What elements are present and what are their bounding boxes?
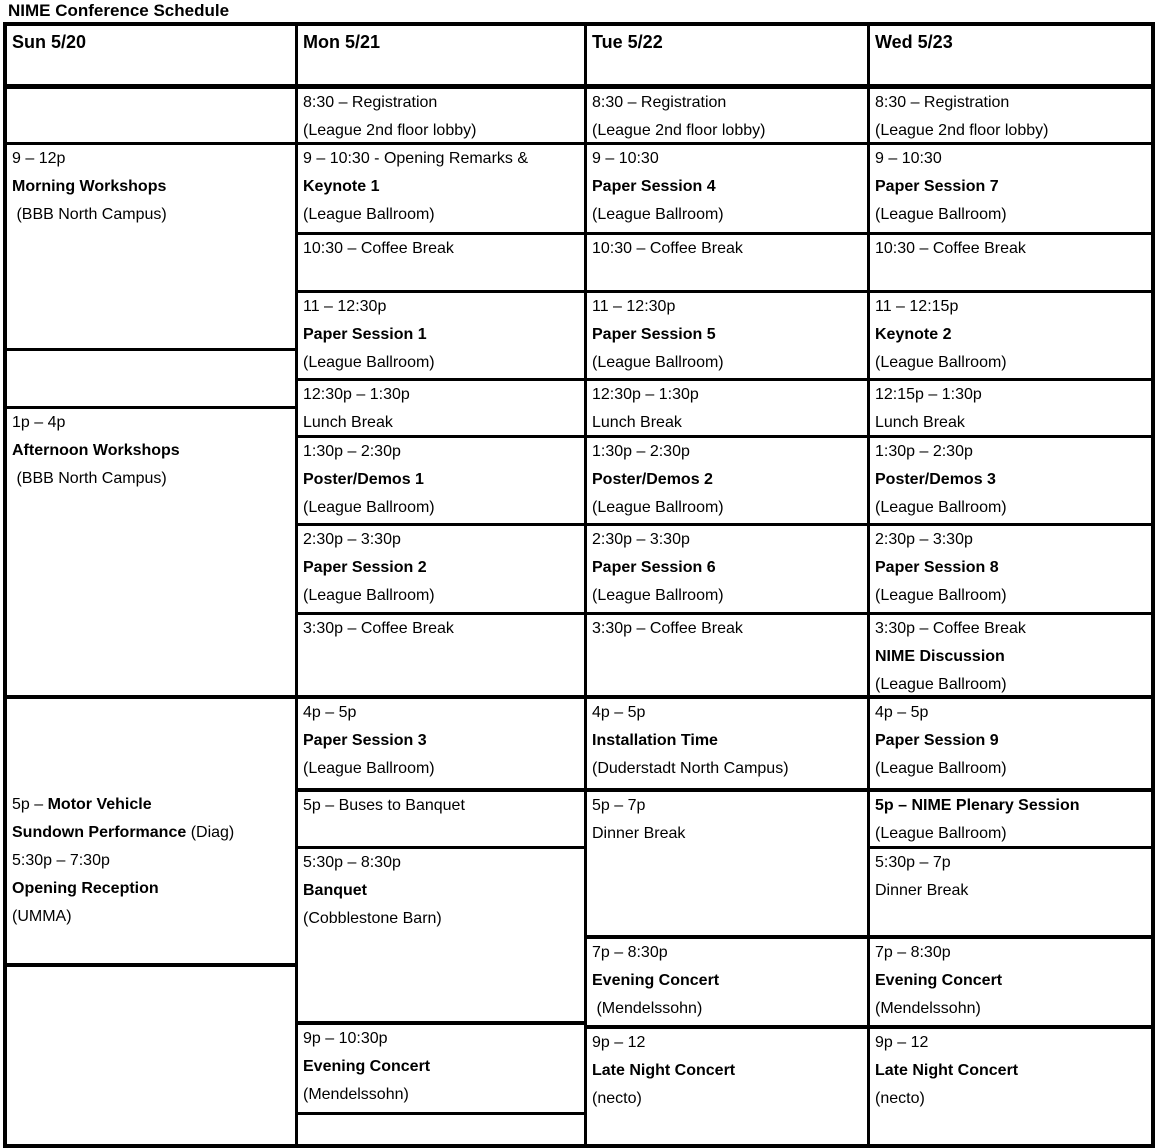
text-segment: (League Ballroom) bbox=[592, 206, 724, 223]
wed-poster-demos-3-cell bbox=[870, 438, 1151, 526]
text-segment: (League Ballroom) bbox=[303, 587, 435, 604]
mon-coffee-break-am-cell bbox=[298, 235, 584, 293]
text-line bbox=[303, 792, 580, 820]
text-segment: 1:30p – 2:30p bbox=[875, 443, 973, 460]
column-wed bbox=[870, 26, 1151, 1144]
wed-paper-session-8-cell bbox=[870, 526, 1151, 615]
text-line bbox=[303, 1025, 580, 1053]
wed-dinner-break-cell bbox=[870, 849, 1151, 939]
text-segment: Evening Concert bbox=[875, 972, 1003, 989]
tue-installation-time-cell bbox=[587, 699, 867, 792]
text-segment: (League Ballroom) bbox=[875, 825, 1007, 842]
text-segment: (League Ballroom) bbox=[875, 587, 1007, 604]
text-line bbox=[12, 409, 291, 437]
text-line bbox=[875, 849, 1147, 877]
text-line bbox=[303, 905, 580, 933]
text-segment: 4p – 5p bbox=[592, 704, 646, 721]
text-segment: (UMMA) bbox=[12, 908, 72, 925]
text-line bbox=[875, 173, 1147, 201]
text-line bbox=[303, 615, 580, 643]
text-segment: (Mendelssohn) bbox=[592, 1000, 703, 1017]
text-line bbox=[592, 89, 863, 117]
text-line bbox=[875, 820, 1147, 848]
text-segment: (League Ballroom) bbox=[592, 499, 724, 516]
text-line bbox=[592, 526, 863, 554]
text-line bbox=[303, 849, 580, 877]
column-mon bbox=[298, 26, 587, 1144]
text-line bbox=[303, 173, 580, 201]
text-segment: 5:30p – 7p bbox=[875, 854, 951, 871]
text-segment: 1p – 4p bbox=[12, 414, 66, 431]
text-line bbox=[303, 349, 580, 377]
text-segment: (League Ballroom) bbox=[875, 206, 1007, 223]
text-segment: 3:30p – Coffee Break bbox=[303, 620, 454, 637]
sun-morning-workshops-cell bbox=[7, 145, 295, 351]
text-line bbox=[875, 582, 1147, 610]
text-line bbox=[303, 1053, 580, 1081]
text-segment: (League Ballroom) bbox=[875, 760, 1007, 777]
wed-registration-cell bbox=[870, 89, 1151, 145]
text-line bbox=[875, 877, 1147, 905]
text-segment: Poster/Demos 2 bbox=[592, 471, 713, 488]
tue-registration-cell bbox=[587, 89, 867, 145]
text-segment: 3:30p – Coffee Break bbox=[592, 620, 743, 637]
text-line bbox=[592, 293, 863, 321]
wed-late-night-concert-cell bbox=[870, 1029, 1151, 1143]
text-segment: Lunch Break bbox=[875, 414, 965, 431]
text-line bbox=[592, 494, 863, 522]
text-line bbox=[875, 967, 1147, 995]
text-line bbox=[592, 173, 863, 201]
text-segment: Late Night Concert bbox=[875, 1062, 1019, 1079]
text-line bbox=[303, 582, 580, 610]
text-segment: Lunch Break bbox=[592, 414, 682, 431]
text-line bbox=[592, 409, 863, 437]
wed-nime-plenary-session-cell bbox=[870, 792, 1151, 849]
text-line bbox=[303, 554, 580, 582]
mon-banquet-cell bbox=[298, 849, 584, 1025]
text-line bbox=[875, 409, 1147, 437]
text-segment: 5p – Buses to Banquet bbox=[303, 797, 465, 814]
text-segment: 10:30 – Coffee Break bbox=[875, 240, 1026, 257]
text-line bbox=[12, 173, 291, 201]
text-line bbox=[875, 293, 1147, 321]
text-line bbox=[875, 1029, 1147, 1057]
wed-lunch-break-cell bbox=[870, 381, 1151, 438]
text-line bbox=[875, 117, 1147, 145]
text-line bbox=[875, 699, 1147, 727]
text-line bbox=[303, 201, 580, 229]
text-line bbox=[303, 877, 580, 905]
text-segment: 4p – 5p bbox=[303, 704, 357, 721]
text-line bbox=[303, 494, 580, 522]
mon-registration-cell bbox=[298, 89, 584, 145]
text-segment: 12:30p – 1:30p bbox=[303, 386, 410, 403]
text-segment: (League Ballroom) bbox=[303, 354, 435, 371]
text-segment: Poster/Demos 3 bbox=[875, 471, 996, 488]
text-line bbox=[875, 349, 1147, 377]
text-segment: 4p – 5p bbox=[875, 704, 929, 721]
text-segment: Paper Session 2 bbox=[303, 559, 427, 576]
text-line bbox=[592, 939, 863, 967]
text-line bbox=[875, 671, 1147, 699]
text-segment: 11 – 12:30p bbox=[592, 298, 676, 315]
text-segment: Paper Session 7 bbox=[875, 178, 999, 195]
text-line bbox=[592, 381, 863, 409]
column-tue bbox=[587, 26, 870, 1144]
text-line bbox=[12, 465, 291, 493]
text-segment: (League Ballroom) bbox=[592, 587, 724, 604]
mon-opening-remarks-keynote-1-cell bbox=[298, 145, 584, 235]
text-line bbox=[875, 201, 1147, 229]
text-segment: (League Ballroom) bbox=[875, 676, 1007, 693]
mon-poster-demos-1-cell bbox=[298, 438, 584, 526]
text-segment: 12:30p – 1:30p bbox=[592, 386, 699, 403]
text-segment: 9p – 12 bbox=[875, 1034, 929, 1051]
text-line bbox=[592, 699, 863, 727]
sun-empty-midday-cell bbox=[7, 351, 295, 409]
text-line bbox=[303, 409, 580, 437]
text-line bbox=[875, 554, 1147, 582]
text-line bbox=[303, 381, 580, 409]
text-segment: Paper Session 5 bbox=[592, 326, 716, 343]
text-segment: 10:30 – Coffee Break bbox=[592, 240, 743, 257]
text-line bbox=[592, 117, 863, 145]
text-line bbox=[875, 755, 1147, 783]
text-segment: 8:30 – Registration bbox=[592, 94, 727, 111]
text-line bbox=[592, 466, 863, 494]
text-segment: (necto) bbox=[875, 1090, 925, 1107]
text-line bbox=[592, 582, 863, 610]
mon-paper-session-3-cell bbox=[298, 699, 584, 792]
text-segment: Afternoon Workshops bbox=[12, 442, 180, 459]
mon-evening-concert-cell bbox=[298, 1025, 584, 1115]
text-segment: (League 2nd floor lobby) bbox=[303, 122, 477, 139]
text-segment: Paper Session 9 bbox=[875, 732, 999, 749]
text-segment: 8:30 – Registration bbox=[303, 94, 438, 111]
text-segment: 5:30p – 8:30p bbox=[303, 854, 401, 871]
text-line bbox=[592, 145, 863, 173]
wed-coffee-break-nime-discussion-cell bbox=[870, 615, 1151, 699]
text-line bbox=[875, 792, 1147, 820]
text-line bbox=[12, 819, 291, 847]
text-segment: (League Ballroom) bbox=[303, 206, 435, 223]
text-segment: 5p – bbox=[12, 796, 48, 813]
text-line bbox=[875, 494, 1147, 522]
text-segment: 12:15p – 1:30p bbox=[875, 386, 982, 403]
text-segment: (necto) bbox=[592, 1090, 642, 1107]
text-segment: (Mendelssohn) bbox=[875, 1000, 981, 1017]
text-line bbox=[875, 939, 1147, 967]
mon-lunch-break-cell bbox=[298, 381, 584, 438]
text-segment: Opening Reception bbox=[12, 880, 159, 897]
text-line bbox=[592, 967, 863, 995]
text-line bbox=[592, 554, 863, 582]
text-line bbox=[592, 349, 863, 377]
text-segment: Dinner Break bbox=[592, 825, 686, 842]
text-segment: 8:30 – Registration bbox=[875, 94, 1010, 111]
text-line bbox=[592, 1085, 863, 1113]
text-line bbox=[12, 791, 291, 819]
text-line bbox=[875, 438, 1147, 466]
column-header-sun: Sun 5/20 bbox=[7, 26, 295, 89]
text-line bbox=[592, 727, 863, 755]
tue-coffee-break-am-cell bbox=[587, 235, 867, 293]
sun-empty-morning-cell bbox=[7, 89, 295, 145]
text-line bbox=[303, 699, 580, 727]
tue-dinner-break-cell bbox=[587, 792, 867, 939]
text-segment: 11 – 12:30p bbox=[303, 298, 387, 315]
text-line bbox=[875, 145, 1147, 173]
text-line bbox=[303, 89, 580, 117]
mon-buses-to-banquet-cell bbox=[298, 792, 584, 849]
mon-paper-session-1-cell bbox=[298, 293, 584, 381]
text-segment: (Mendelssohn) bbox=[303, 1086, 409, 1103]
wed-coffee-break-am-cell bbox=[870, 235, 1151, 293]
text-line bbox=[592, 615, 863, 643]
text-line bbox=[875, 381, 1147, 409]
text-line bbox=[875, 615, 1147, 643]
text-line bbox=[875, 1057, 1147, 1085]
text-line bbox=[592, 321, 863, 349]
text-segment: 9 – 10:30 bbox=[875, 150, 942, 167]
text-line bbox=[875, 526, 1147, 554]
text-segment: 5p – NIME Plenary Session bbox=[875, 797, 1080, 814]
text-segment: 7p – 8:30p bbox=[592, 944, 668, 961]
text-segment: Morning Workshops bbox=[12, 178, 167, 195]
tue-evening-concert-cell bbox=[587, 939, 867, 1029]
text-segment: Paper Session 3 bbox=[303, 732, 427, 749]
text-segment: NIME Discussion bbox=[875, 648, 1005, 665]
sun-evening-events-cell bbox=[7, 699, 295, 967]
text-line bbox=[592, 820, 863, 848]
text-segment: Installation Time bbox=[592, 732, 718, 749]
text-segment: Sundown Performance bbox=[12, 824, 187, 841]
text-segment: 9 – 12p bbox=[12, 150, 66, 167]
text-segment: (League Ballroom) bbox=[875, 354, 1007, 371]
text-line bbox=[12, 875, 291, 903]
wed-evening-concert-cell bbox=[870, 939, 1151, 1029]
text-line bbox=[875, 1085, 1147, 1113]
tue-coffee-break-pm-cell bbox=[587, 615, 867, 699]
text-line bbox=[303, 1081, 580, 1109]
mon-empty-night-cell bbox=[298, 1115, 584, 1144]
text-segment: Motor Vehicle bbox=[47, 796, 152, 813]
text-segment: 2:30p – 3:30p bbox=[303, 531, 401, 548]
text-segment: Paper Session 1 bbox=[303, 326, 427, 343]
sun-empty-night-cell bbox=[7, 967, 295, 1144]
text-line bbox=[592, 995, 863, 1023]
text-line bbox=[592, 201, 863, 229]
mon-paper-session-2-cell bbox=[298, 526, 584, 615]
tue-lunch-break-cell bbox=[587, 381, 867, 438]
text-line bbox=[875, 995, 1147, 1023]
text-line bbox=[592, 235, 863, 263]
text-segment: 9 – 10:30 - Opening Remarks & bbox=[303, 150, 529, 167]
text-segment: (League Ballroom) bbox=[303, 499, 435, 516]
text-segment: (BBB North Campus) bbox=[12, 206, 167, 223]
wed-paper-session-9-cell bbox=[870, 699, 1151, 792]
tue-paper-session-5-cell bbox=[587, 293, 867, 381]
text-segment: 9p – 12 bbox=[592, 1034, 646, 1051]
wed-paper-session-7-cell bbox=[870, 145, 1151, 235]
sun-afternoon-workshops-cell bbox=[7, 409, 295, 699]
tue-poster-demos-2-cell bbox=[587, 438, 867, 526]
mon-coffee-break-pm-cell bbox=[298, 615, 584, 699]
text-segment: Keynote 1 bbox=[303, 178, 380, 195]
text-segment: (Duderstadt North Campus) bbox=[592, 760, 789, 777]
text-line bbox=[303, 727, 580, 755]
text-segment: 5:30p – 7:30p bbox=[12, 852, 110, 869]
column-header-mon: Mon 5/21 bbox=[298, 26, 584, 89]
text-line bbox=[303, 235, 580, 263]
text-line bbox=[875, 89, 1147, 117]
text-segment: Paper Session 4 bbox=[592, 178, 716, 195]
text-line bbox=[303, 145, 580, 173]
column-sun bbox=[7, 26, 298, 1144]
text-segment: (Diag) bbox=[186, 824, 235, 841]
text-line bbox=[303, 438, 580, 466]
text-line bbox=[303, 755, 580, 783]
schedule-table bbox=[3, 22, 1155, 1148]
text-segment: 3:30p – Coffee Break bbox=[875, 620, 1026, 637]
text-line bbox=[303, 526, 580, 554]
text-line bbox=[12, 903, 291, 931]
text-line bbox=[592, 1029, 863, 1057]
text-line bbox=[875, 643, 1147, 671]
text-segment: Late Night Concert bbox=[592, 1062, 736, 1079]
text-line bbox=[12, 201, 291, 229]
text-line bbox=[12, 145, 291, 173]
text-line bbox=[875, 321, 1147, 349]
tue-paper-session-4-cell bbox=[587, 145, 867, 235]
text-segment: 1:30p – 2:30p bbox=[303, 443, 401, 460]
text-line bbox=[592, 792, 863, 820]
text-segment: (Cobblestone Barn) bbox=[303, 910, 442, 927]
text-segment: Evening Concert bbox=[592, 972, 720, 989]
text-segment: (League Ballroom) bbox=[875, 499, 1007, 516]
text-segment: Paper Session 6 bbox=[592, 559, 716, 576]
text-segment: (League Ballroom) bbox=[303, 760, 435, 777]
text-line bbox=[303, 321, 580, 349]
text-line bbox=[592, 438, 863, 466]
text-line bbox=[303, 117, 580, 145]
text-segment: 7p – 8:30p bbox=[875, 944, 951, 961]
text-segment: (League 2nd floor lobby) bbox=[592, 122, 766, 139]
page-title: NIME Conference Schedule bbox=[8, 1, 230, 20]
text-line bbox=[303, 466, 580, 494]
text-segment: Evening Concert bbox=[303, 1058, 431, 1075]
text-line bbox=[12, 437, 291, 465]
text-line bbox=[592, 755, 863, 783]
tue-paper-session-6-cell bbox=[587, 526, 867, 615]
text-segment: Banquet bbox=[303, 882, 367, 899]
text-segment: 1:30p – 2:30p bbox=[592, 443, 690, 460]
column-header-tue: Tue 5/22 bbox=[587, 26, 867, 89]
text-segment: (League Ballroom) bbox=[592, 354, 724, 371]
text-line bbox=[303, 293, 580, 321]
text-segment: Lunch Break bbox=[303, 414, 393, 431]
text-line bbox=[875, 727, 1147, 755]
text-line bbox=[592, 1057, 863, 1085]
text-segment: 2:30p – 3:30p bbox=[875, 531, 973, 548]
text-line bbox=[875, 466, 1147, 494]
text-line bbox=[12, 847, 291, 875]
text-segment: Dinner Break bbox=[875, 882, 969, 899]
text-segment: Paper Session 8 bbox=[875, 559, 999, 576]
text-segment: 9 – 10:30 bbox=[592, 150, 659, 167]
tue-late-night-concert-cell bbox=[587, 1029, 867, 1143]
text-segment: (League 2nd floor lobby) bbox=[875, 122, 1049, 139]
text-segment: Keynote 2 bbox=[875, 326, 952, 343]
wed-keynote-2-cell bbox=[870, 293, 1151, 381]
text-segment: 10:30 – Coffee Break bbox=[303, 240, 454, 257]
text-line bbox=[875, 235, 1147, 263]
text-segment: 5p – 7p bbox=[592, 797, 646, 814]
text-segment: 2:30p – 3:30p bbox=[592, 531, 690, 548]
text-segment: Poster/Demos 1 bbox=[303, 471, 424, 488]
text-segment: (BBB North Campus) bbox=[12, 470, 167, 487]
text-segment: 9p – 10:30p bbox=[303, 1030, 388, 1047]
text-segment: 11 – 12:15p bbox=[875, 298, 959, 315]
column-header-wed: Wed 5/23 bbox=[870, 26, 1151, 89]
